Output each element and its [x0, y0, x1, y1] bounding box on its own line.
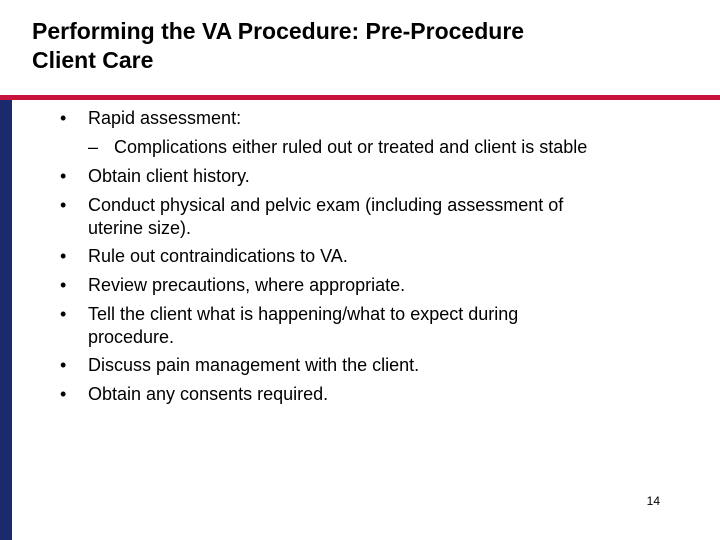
bullet-glyph: • — [60, 108, 67, 128]
sub-bullet-item — [60, 135, 660, 159]
bullet-glyph: • — [60, 166, 67, 186]
sub-bullet-text: Complications either ruled out or treated and client is stable — [114, 137, 588, 157]
slide-title-line-2: Client Care — [32, 47, 154, 73]
page-number: 14 — [646, 494, 660, 508]
bullet-continuation: procedure. — [88, 327, 175, 347]
bullet-item — [60, 164, 660, 188]
dash-glyph: – — [88, 137, 99, 157]
bullet-glyph: • — [60, 195, 67, 215]
title-divider — [0, 95, 720, 100]
bullet-text: Conduct physical and pelvic exam (including assessment of — [88, 195, 564, 215]
bullet-text: Discuss pain management with the client. — [88, 355, 420, 375]
bullet-glyph: • — [60, 275, 67, 295]
bullet-list — [60, 106, 660, 411]
bullet-glyph: • — [60, 304, 67, 324]
bullet-text: Rule out contraindications to VA. — [88, 246, 348, 266]
bullet-glyph: • — [60, 355, 67, 375]
bullet-text: Obtain client history. — [88, 166, 250, 186]
bullet-text: Rapid assessment: — [88, 108, 242, 128]
bullet-item — [60, 193, 660, 239]
bullet-item — [60, 353, 660, 377]
bullet-glyph: • — [60, 246, 67, 266]
bullet-continuation: uterine size). — [88, 218, 192, 238]
bullet-item — [60, 302, 660, 348]
bullet-item — [60, 382, 660, 406]
bullet-item — [60, 244, 660, 268]
bullet-text: Obtain any consents required. — [88, 384, 329, 404]
bullet-item — [60, 106, 660, 130]
bullet-item — [60, 273, 660, 297]
bullet-text: Review precautions, where appropriate. — [88, 275, 406, 295]
bullet-glyph: • — [60, 384, 67, 404]
slide-title-line-1: Performing the VA Procedure: Pre-Procedure — [32, 18, 525, 44]
left-accent-bar — [0, 100, 12, 540]
bullet-text: Tell the client what is happening/what to expect during — [88, 304, 519, 324]
slide-title — [32, 17, 692, 75]
